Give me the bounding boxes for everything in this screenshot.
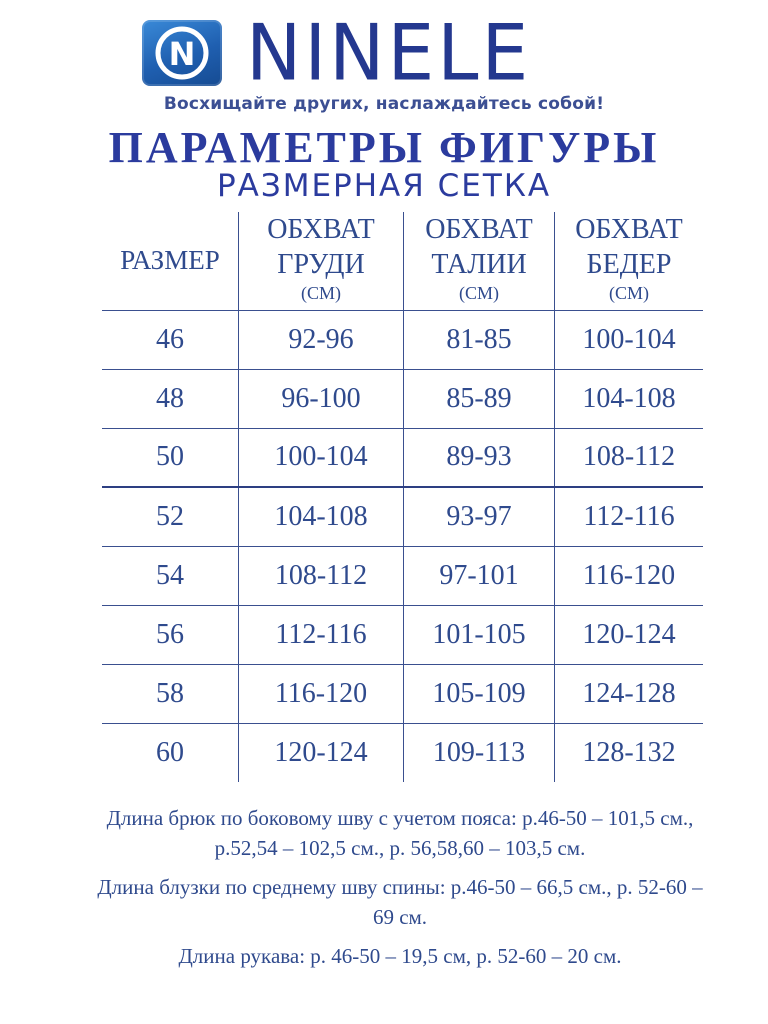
cell-waist: 105-109 — [404, 664, 555, 723]
logo-letter: N — [168, 35, 196, 73]
cell-hip: 100-104 — [555, 310, 704, 369]
cell-size: 46 — [102, 310, 239, 369]
table-row — [102, 546, 703, 605]
measurement-notes — [90, 803, 710, 980]
cell-chest: 112-116 — [239, 605, 404, 664]
cell-size: 58 — [102, 664, 239, 723]
cell-waist: 93-97 — [404, 487, 555, 546]
brand-name: NINELE — [246, 7, 532, 99]
cell-waist: 81-85 — [404, 310, 555, 369]
cell-chest: 104-108 — [239, 487, 404, 546]
cell-size: 54 — [102, 546, 239, 605]
header-size: РАЗМЕР — [102, 212, 239, 310]
header-chest-line1: ОБХВАТ — [267, 214, 375, 245]
header-hip — [555, 212, 704, 310]
cell-waist: 85-89 — [404, 369, 555, 428]
table-row — [102, 428, 703, 487]
header-hip-line1: ОБХВАТ — [575, 214, 683, 245]
cell-chest: 116-120 — [239, 664, 404, 723]
cell-size: 60 — [156, 736, 184, 768]
table-header-row — [102, 212, 703, 310]
note-trousers-length: Длина брюк по боковому шву с учетом пояса: р.46-50 – 101,5 см., р.52,54 – 102,5 см., р. 56,58,60 – 103,5 см. — [106, 806, 694, 860]
header-chest — [239, 212, 404, 310]
logo-n-icon — [142, 20, 222, 86]
cell-waist: 101-105 — [404, 605, 555, 664]
cell-chest: 92-96 — [239, 310, 404, 369]
cell-hip: 120-124 — [555, 605, 704, 664]
cell-chest: 96-100 — [239, 369, 404, 428]
cell-hip: 116-120 — [555, 546, 704, 605]
page-title: ПАРАМЕТРЫ ФИГУРЫ — [108, 123, 660, 172]
header-chest-unit: (СМ) — [301, 283, 341, 303]
cell-hip: 124-128 — [555, 664, 704, 723]
header-waist-line2: ТАЛИИ — [431, 249, 527, 280]
header-waist-line1: ОБХВАТ — [425, 214, 533, 245]
note-blouse-length: Длина блузки по среднему шву спины: р.46-50 – 66,5 см., р. 52-60 – 69 см. — [97, 875, 703, 929]
table-row — [102, 369, 703, 428]
header-chest-line2: ГРУДИ — [277, 249, 365, 280]
cell-size: 48 — [102, 369, 239, 428]
cell-chest: 100-104 — [239, 428, 404, 487]
brand-slogan: Восхищайте других, наслаждайтесь собой! — [163, 94, 605, 114]
cell-waist: 97-101 — [404, 546, 555, 605]
cell-hip: 108-112 — [555, 428, 704, 487]
cell-waist: 109-113 — [404, 723, 555, 782]
cell-size: 52 — [102, 487, 239, 546]
size-chart-table — [102, 212, 703, 782]
page-subtitle: РАЗМЕРНАЯ СЕТКА — [216, 168, 552, 204]
cell-hip: 104-108 — [555, 369, 704, 428]
table-row — [102, 487, 703, 546]
table-row — [102, 664, 703, 723]
header-waist — [404, 212, 555, 310]
cell-size: 50 — [102, 428, 239, 487]
table-row — [102, 723, 703, 782]
header-hip-unit: (СМ) — [609, 283, 649, 303]
cell-waist: 89-93 — [404, 428, 555, 487]
table-row — [102, 310, 703, 369]
header-waist-unit: (СМ) — [459, 283, 499, 303]
note-sleeve-length: Длина рукава: р. 46-50 – 19,5 см, р. 52-60 – 20 см. — [178, 944, 622, 968]
header-hip-line2: БЕДЕР — [586, 249, 672, 280]
brand-logo — [142, 7, 532, 99]
cell-size: 56 — [102, 605, 239, 664]
cell-chest: 108-112 — [239, 546, 404, 605]
cell-hip: 128-132 — [555, 723, 704, 782]
cell-chest: 120-124 — [239, 723, 404, 782]
table-row — [102, 605, 703, 664]
cell-hip: 112-116 — [555, 487, 704, 546]
